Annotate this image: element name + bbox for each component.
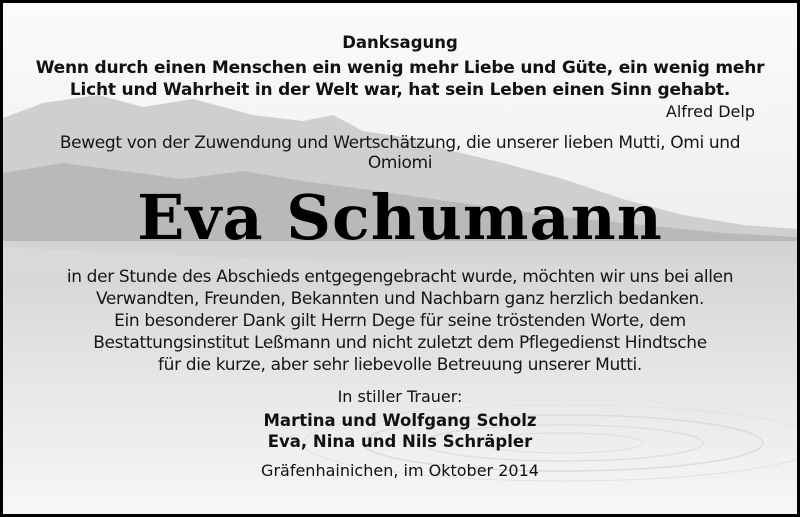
thanks-line: für die kurze, aber sehr liebevolle Betreuung unserer Mutti. xyxy=(158,355,642,375)
obituary-text xyxy=(3,3,797,514)
intro-line-1: Bewegt von der Zuwendung und Wertschätzung, die unserer lieben Mutti, Omi und xyxy=(59,133,741,153)
intro-line-2: Omiomi xyxy=(367,153,433,173)
family-line-1: Martina und Wolfgang Scholz xyxy=(263,411,537,430)
sorrow-label: In stiller Trauer: xyxy=(337,387,463,406)
motto-line-1: Wenn durch einen Menschen ein wenig mehr Liebe und Güte, ein wenig mehr xyxy=(35,58,765,78)
family-line-2: Eva, Nina und Nils Schräpler xyxy=(267,432,533,451)
thanks-line: Verwandten, Freunden, Bekannten und Nachbarn ganz herzlich bedanken. xyxy=(95,289,705,309)
motto-line-2: Licht und Wahrheit in der Welt war, hat sein Leben einen Sinn gehabt. xyxy=(69,80,731,100)
thanks-line: in der Stunde des Abschieds entgegengebracht wurde, möchten wir uns bei allen xyxy=(66,267,734,287)
thanks-line: Ein besonderer Dank gilt Herrn Dege für seine tröstenden Worte, dem xyxy=(114,311,686,331)
notice-heading: Danksagung xyxy=(342,33,458,52)
deceased-name: Eva Schumann xyxy=(137,181,663,254)
place-date: Gräfenhainichen, im Oktober 2014 xyxy=(261,461,539,480)
thanks-line: Bestattungsinstitut Leßmann und nicht zuletzt dem Pflegedienst Hindtsche xyxy=(93,333,707,353)
motto-author: Alfred Delp xyxy=(665,102,755,121)
